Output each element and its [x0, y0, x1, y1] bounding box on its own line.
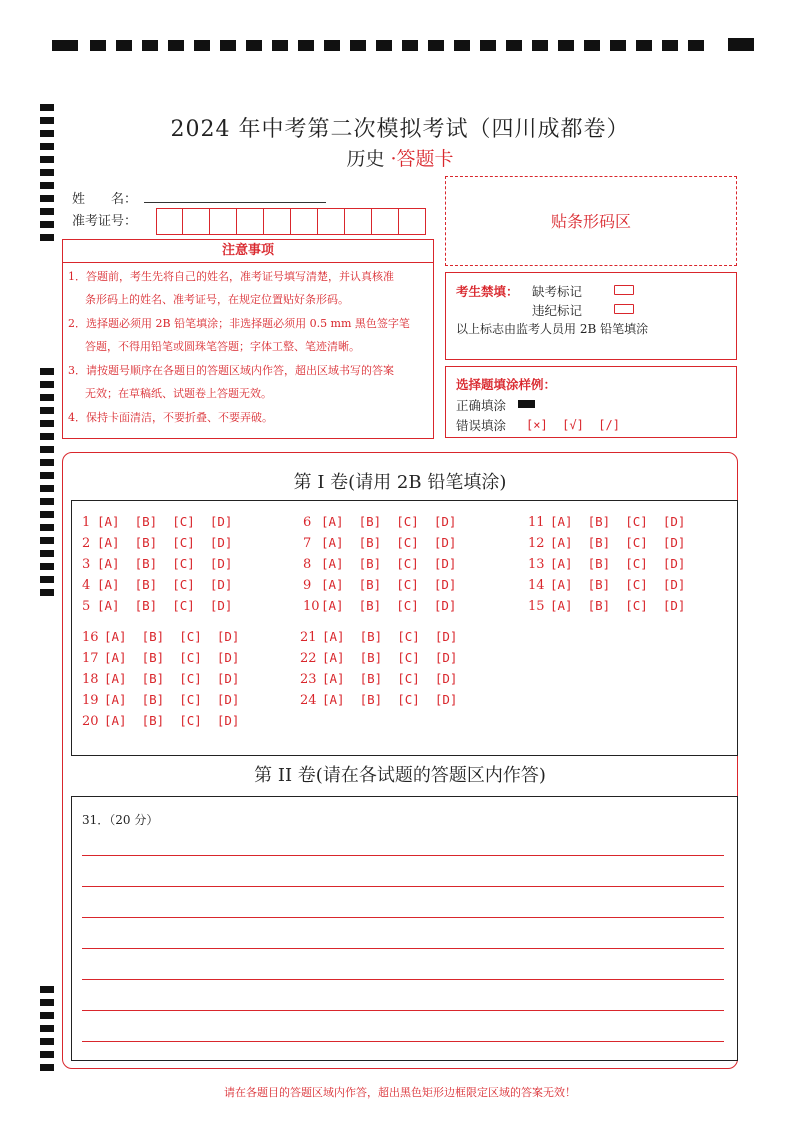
violation-label: 违纪标记: [532, 303, 583, 318]
notice-item-4: 4．保持卡面清洁，不要折叠、不要弄破。: [68, 411, 273, 424]
exam-id-box[interactable]: [183, 208, 210, 235]
exam-title: 2024 年中考第二次模拟考试（四川成都卷）: [170, 117, 630, 142]
notice-title: 注意事项: [221, 243, 274, 258]
barcode-area: [445, 176, 737, 266]
question-row[interactable]: 4 [A] [B] [C] [D]: [82, 577, 233, 593]
question-row[interactable]: 20 [A] [B] [C] [D]: [82, 713, 240, 729]
violation-mark-box[interactable]: [614, 304, 634, 314]
answer-card-label: ·答题卡: [390, 148, 454, 170]
question-row[interactable]: 21 [A] [B] [C] [D]: [300, 629, 458, 645]
exam-id-box[interactable]: [264, 208, 291, 235]
question-row[interactable]: 5 [A] [B] [C] [D]: [82, 598, 233, 614]
question-row[interactable]: 22 [A] [B] [C] [D]: [300, 650, 458, 666]
question-row[interactable]: 24 [A] [B] [C] [D]: [300, 692, 458, 708]
footer-warning: 请在各题目的答题区域内作答，超出黑色矩形边框限定区域的答案无效！: [224, 1086, 576, 1099]
notice-item-1b: 条形码上的姓名、准考证号，在规定位置贴好条形码。: [85, 293, 349, 306]
wrong-fill-label: 错误填涂: [456, 418, 507, 433]
exam-id-box[interactable]: [399, 208, 426, 235]
question-row[interactable]: 14 [A] [B] [C] [D]: [528, 577, 686, 593]
question-row[interactable]: 10[A] [B] [C] [D]: [303, 598, 457, 614]
forbidden-title: 考生禁填：: [456, 284, 519, 299]
notice-item-3b: 无效；在草稿纸、试题卷上答题无效。: [85, 387, 272, 400]
correct-fill-label: 正确填涂: [456, 398, 507, 413]
notice-item-2b: 答题，不得用铅笔或圆珠笔答题；字体工整、笔迹清晰。: [85, 340, 360, 353]
question-row[interactable]: 1 [A] [B] [C] [D]: [82, 514, 233, 530]
question-row[interactable]: 3 [A] [B] [C] [D]: [82, 556, 233, 572]
answer-line[interactable]: [82, 979, 724, 980]
question-row[interactable]: 15 [A] [B] [C] [D]: [528, 598, 686, 614]
question-row[interactable]: 2 [A] [B] [C] [D]: [82, 535, 233, 551]
sample-box: [445, 366, 737, 438]
question-row[interactable]: 16 [A] [B] [C] [D]: [82, 629, 240, 645]
part2-box: [71, 796, 738, 1061]
sample-title: 选择题填涂样例：: [456, 377, 557, 392]
exam-id-box[interactable]: [156, 208, 183, 235]
question-row[interactable]: 17 [A] [B] [C] [D]: [82, 650, 240, 666]
question-row[interactable]: 9 [A] [B] [C] [D]: [303, 577, 457, 593]
question-row[interactable]: 11 [A] [B] [C] [D]: [528, 514, 686, 530]
subject-label: 历史: [346, 148, 385, 170]
filled-mark-example: [518, 400, 535, 408]
exam-id-box[interactable]: [291, 208, 318, 235]
name-label: 姓 名：: [72, 192, 138, 207]
answer-line[interactable]: [82, 1010, 724, 1011]
part1-title: 第 I 卷(请用 2B 铅笔填涂): [293, 472, 507, 493]
question-row[interactable]: 13 [A] [B] [C] [D]: [528, 556, 686, 572]
absent-mark-box[interactable]: [614, 285, 634, 295]
exam-id-box[interactable]: [372, 208, 399, 235]
wrong-fill-marks: [×] [√] [/]: [526, 418, 620, 432]
question-row[interactable]: 7 [A] [B] [C] [D]: [303, 535, 457, 551]
notice-item-2a: 2．选择题必须用 2B 铅笔填涂；非选择题必须用 0.5 mm 黑色签字笔: [68, 317, 410, 330]
notice-item-3a: 3．请按题号顺序在各题目的答题区域内作答，超出区域书写的答案: [68, 364, 394, 377]
exam-id-box[interactable]: [345, 208, 372, 235]
exam-subtitle: [0, 144, 800, 171]
exam-id-box[interactable]: [318, 208, 345, 235]
forbidden-box: [445, 272, 737, 360]
question-row[interactable]: 23 [A] [B] [C] [D]: [300, 671, 458, 687]
answer-line[interactable]: [82, 948, 724, 949]
absent-label: 缺考标记: [532, 284, 583, 299]
part2-title: 第 II 卷(请在各试题的答题区内作答): [254, 765, 546, 786]
answer-line[interactable]: [82, 1041, 724, 1042]
answer-line[interactable]: [82, 886, 724, 887]
answer-line[interactable]: [82, 855, 724, 856]
notice-title-box: [62, 239, 434, 263]
answer-line[interactable]: [82, 917, 724, 918]
question-row[interactable]: 19 [A] [B] [C] [D]: [82, 692, 240, 708]
question-row[interactable]: 18 [A] [B] [C] [D]: [82, 671, 240, 687]
barcode-label: 贴条形码区: [550, 212, 631, 231]
exam-id-box[interactable]: [237, 208, 264, 235]
question-row[interactable]: 12 [A] [B] [C] [D]: [528, 535, 686, 551]
notice-box: [62, 262, 434, 439]
exam-id-boxes: [156, 208, 426, 235]
exam-id-box[interactable]: [210, 208, 237, 235]
question-31-label: 31．（20 分）: [82, 813, 159, 827]
question-row[interactable]: 8 [A] [B] [C] [D]: [303, 556, 457, 572]
notice-item-1a: 1．答题前，考生先将自己的姓名，准考证号填写清楚，并认真核准: [68, 270, 394, 283]
name-line[interactable]: [144, 202, 326, 203]
question-row[interactable]: 6 [A] [B] [C] [D]: [303, 514, 457, 530]
forbidden-note: 以上标志由监考人员用 2B 铅笔填涂: [456, 322, 649, 336]
exam-id-label: 准考证号：: [72, 214, 138, 229]
